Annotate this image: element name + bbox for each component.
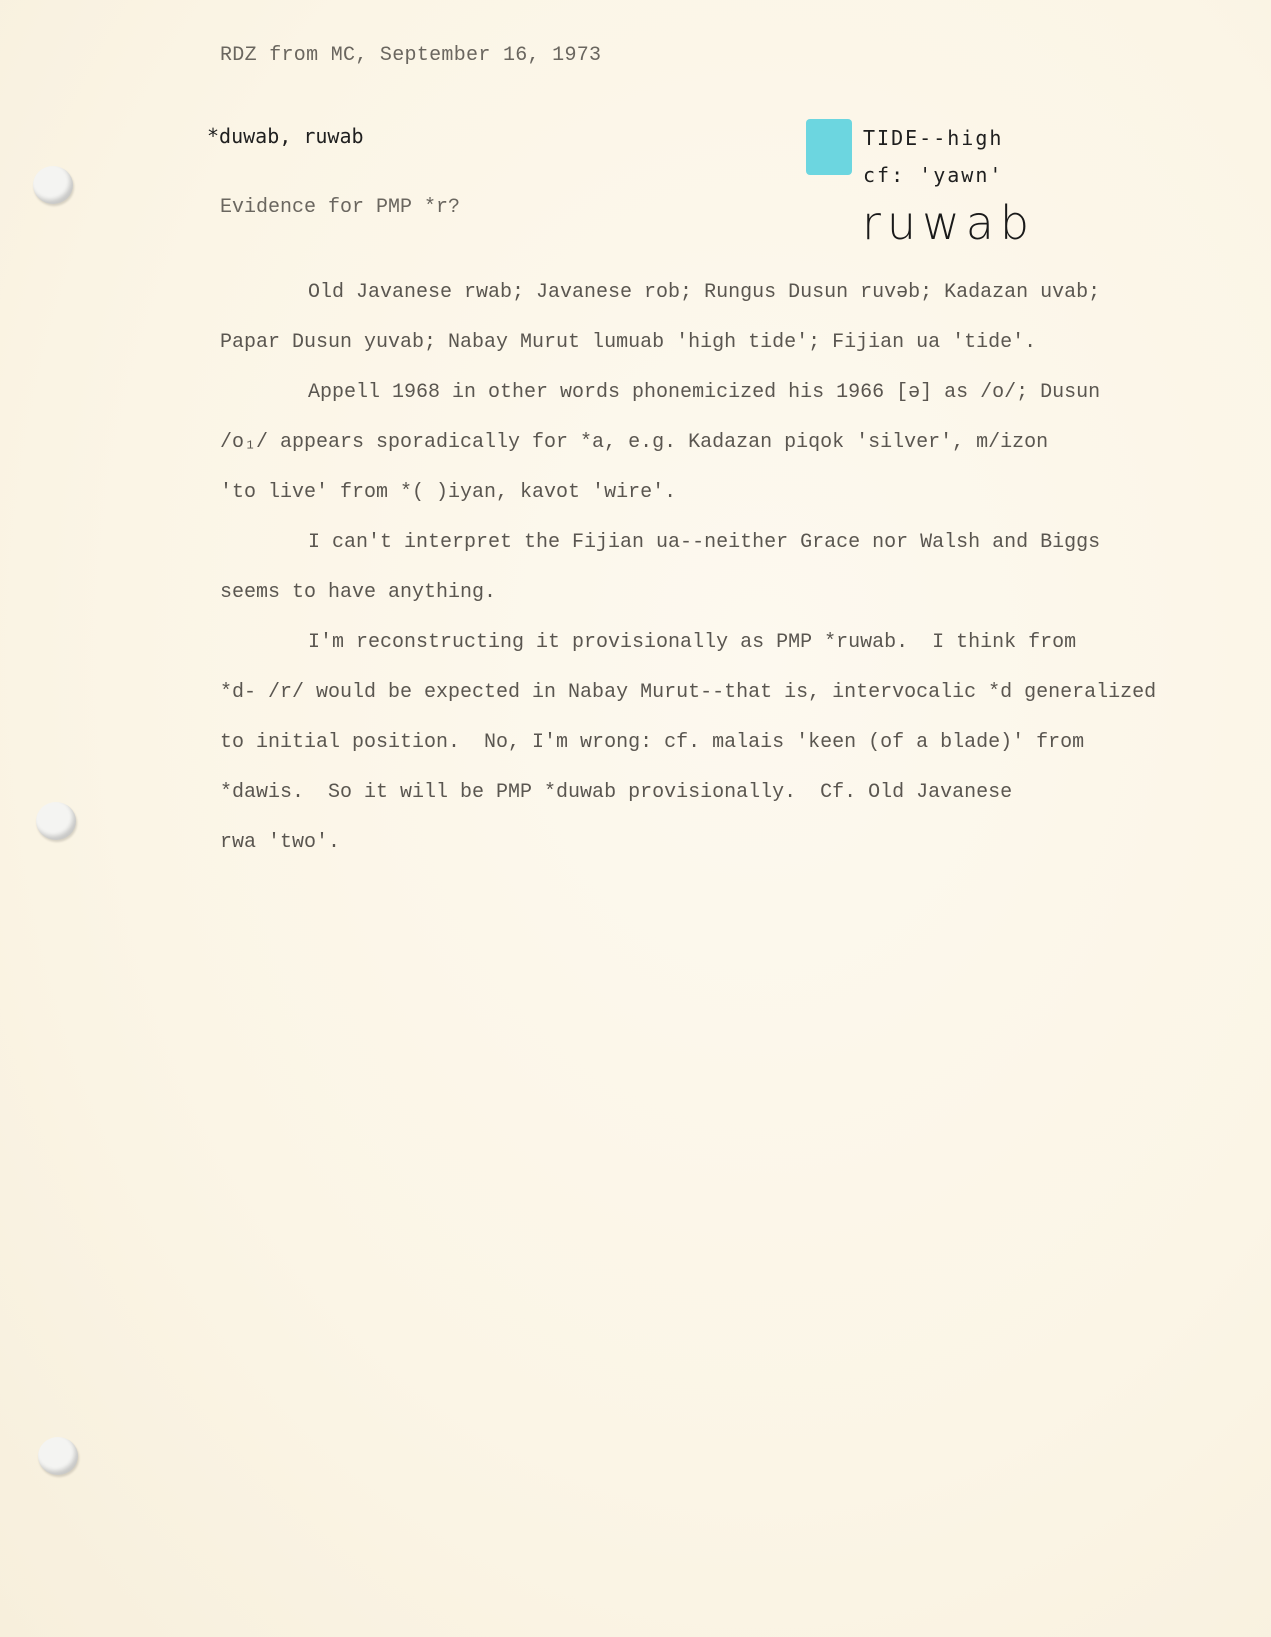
- topic-label: [863, 120, 1003, 194]
- topic-line-2: cf: 'yawn': [863, 163, 1004, 187]
- paragraph-2-line-1: Appell 1968 in other words phonemicized his 1966 [ə] as /o/; Dusun: [308, 381, 1101, 404]
- paragraph-2-line-2: /o₁/ appears sporadically for *a, e.g. Kadazan piqok 'silver', m/izon: [220, 431, 1049, 454]
- paragraph-3-line-1: I can't interpret the Fijian ua--neither Grace nor Walsh and Biggs: [308, 531, 1101, 554]
- paragraph-4-line-4: *dawis. So it will be PMP *duwab provisionally. Cf. Old Javanese: [220, 781, 1013, 804]
- paragraph-4-line-3: to initial position. No, I'm wrong: cf. malais 'keen (of a blade)' from: [220, 731, 1085, 754]
- paragraph-1-line-1: Old Javanese rwab; Javanese rob; Rungus Dusun ruvəb; Kadazan uvab;: [308, 281, 1101, 304]
- paragraph-3-line-2: seems to have anything.: [220, 581, 497, 604]
- color-tab-marker: [806, 119, 852, 175]
- evidence-question: Evidence for PMP *r?: [220, 196, 461, 219]
- paragraph-4-line-2: *d- /r/ would be expected in Nabay Murut--that is, intervocalic *d generalized: [220, 681, 1157, 704]
- paragraph-2-line-3: 'to live' from *( )iyan, kavot 'wire'.: [220, 481, 677, 504]
- date-line: RDZ from MC, September 16, 1973: [220, 44, 602, 67]
- topic-line-1: TIDE--high: [863, 126, 1004, 150]
- punch-hole-middle: [36, 802, 76, 840]
- punch-hole-bottom: [38, 1437, 78, 1475]
- punch-hole-top: [33, 166, 73, 204]
- entry-headword: *duwab, ruwab: [207, 124, 364, 148]
- paragraph-4-line-5: rwa 'two'.: [220, 831, 341, 854]
- body-text: [220, 268, 1220, 868]
- paragraph-4-line-1: I'm reconstructing it provisionally as PMP *ruwab. I think from: [308, 631, 1077, 654]
- handwritten-annotation: ruwab: [862, 196, 1036, 250]
- paragraph-1-line-2: Papar Dusun yuvab; Nabay Murut lumuab 'high tide'; Fijian ua 'tide'.: [220, 331, 1037, 354]
